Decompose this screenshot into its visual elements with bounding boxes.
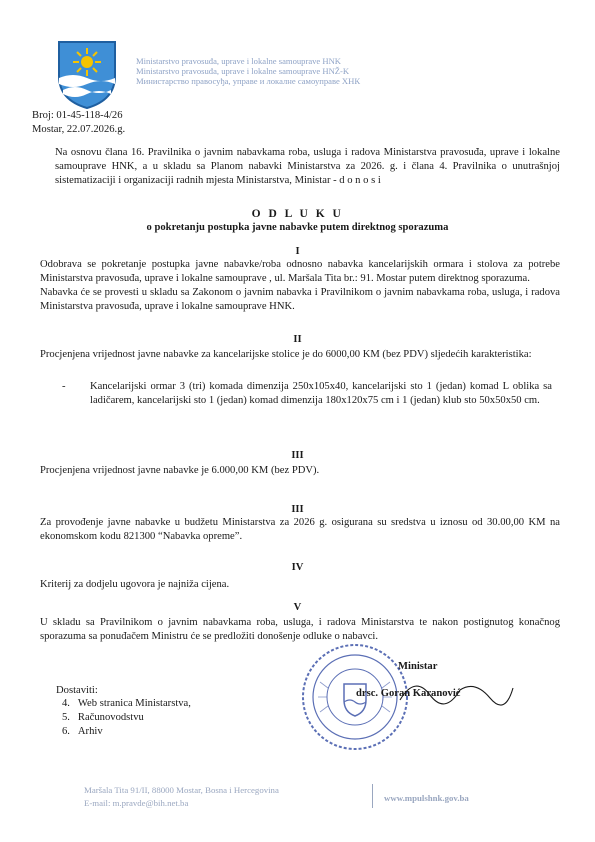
delivery-list (62, 697, 191, 739)
list-item: 6. Arhiv (62, 726, 103, 737)
section-1-paragraph-2: Nabavka će se provesti u skladu sa Zakonom o javnim nabavka i Pravilnikom o javnim nabavkama roba, usluga, i radova Ministarstva pravosuđa, uprave i lokalne samouprave HNK. (40, 287, 560, 312)
document-title: O D L U K U (251, 208, 344, 220)
section-heading-2: II (293, 334, 302, 345)
list-item: 5. Računovodstvu (62, 712, 144, 723)
section-1-paragraph-1: Odobrava se pokretanje postupka javne nabavke/roba odnosno nabavka kancelarijskih ormara i stolova za potrebe Ministarstva pravosuđa, uprave i lokalne samouprave , ul. Maršala Tita br.: 91. Mostar putem direktnog sporazuma. (40, 259, 560, 284)
document-number: Broj: 01-45-118-4/26 (32, 110, 123, 121)
footer-address: Maršala Tita 91/II, 88000 Mostar, Bosna i Hercegovina (84, 785, 279, 795)
signature-name: drsc. Goran Karanović (356, 688, 461, 699)
section-4-paragraph: Kriterij za dodjelu ugovora je najniža cijena. (40, 579, 230, 590)
header-line-2: Ministarstvo pravosuđa, uprave i lokalne samouprave HNŽ-K (136, 66, 350, 76)
document-place-date: Mostar, 22.07.2026.g. (32, 124, 126, 135)
section-heading-3b: III (291, 504, 304, 515)
footer-email[interactable]: E-mail: m.pravde@bih.net.ba (84, 798, 189, 808)
footer-divider (372, 784, 373, 808)
section-heading-1: I (295, 246, 300, 257)
document-subtitle: o pokretanju postupka javne nabavke putem direktnog sporazuma (146, 222, 449, 233)
document-meta (32, 109, 125, 137)
section-3-paragraph: Procjenjena vrijednost javne nabavke je 6.000,00 KM (bez PDV). (40, 465, 320, 476)
delivery-label: Dostaviti: (56, 685, 98, 696)
list-item: 4. Web stranica Ministarstva, (62, 698, 191, 709)
header-line-1: Ministarstvo pravosuđa, uprave i lokalne samouprave HNK (136, 56, 342, 66)
signature-role: Ministar (398, 661, 438, 672)
section-2-paragraph: Procjenjena vrijednost javne nabavke za kancelarijske stolice je do 6000,00 KM (bez PDV) sljedećih karakteristika: (40, 349, 532, 360)
section-2-bullet-text: Kancelarijski ormar 3 (tri) komada dimenzija 250x105x40, kancelarijski sto 1 (jedan) komad L oblika sa ladičarem, kancelarijski sto 1 (jedan) komad dimenzija 180x120x75 cm i 1 (jedan) klub sto 50x50x50 cm. (90, 381, 552, 406)
ministry-header (136, 56, 360, 86)
canton-coat-of-arms-icon (55, 38, 119, 110)
intro-paragraph: Na osnovu člana 16. Pravilnika o javnim nabavkama roba, usluga i radova Ministarstva pravosuđa, uprave i lokalne samouprave HNK, a u skladu sa Planom nabavki Ministarstva za 2026. g. i člana 4. Pravilnika o unutrašnjoj sistematizaciji i organizaciji radnih mjesta Ministarstva, Ministar - d o n o s i (55, 147, 560, 186)
bullet-dash: - (62, 381, 66, 392)
section-5-paragraph: U skladu sa Pravilnikom o javnim nabavkama roba, usluga, i radova Ministarstva te nakon postignutog konačnog sporazuma sa ponuđačem Ministru će se predložiti donošenje odluke o nabavci. (40, 617, 560, 642)
header-line-3: Министарство правосуђа, управе и локалне самоуправе ХНК (136, 76, 361, 86)
section-heading-5: V (293, 602, 302, 613)
footer-contact (84, 784, 279, 810)
section-heading-4: IV (291, 562, 304, 573)
footer-website-link[interactable]: www.mpulshnk.gov.ba (384, 793, 469, 803)
section-heading-3: III (291, 450, 304, 461)
section-3b-paragraph: Za provođenje javne nabavke u budžetu Ministarstva za 2026 g. osigurana su sredstva u iznosu od 30.00,00 KM na ekonomskom kodu 821300 “Nabavka opreme”. (40, 517, 560, 542)
